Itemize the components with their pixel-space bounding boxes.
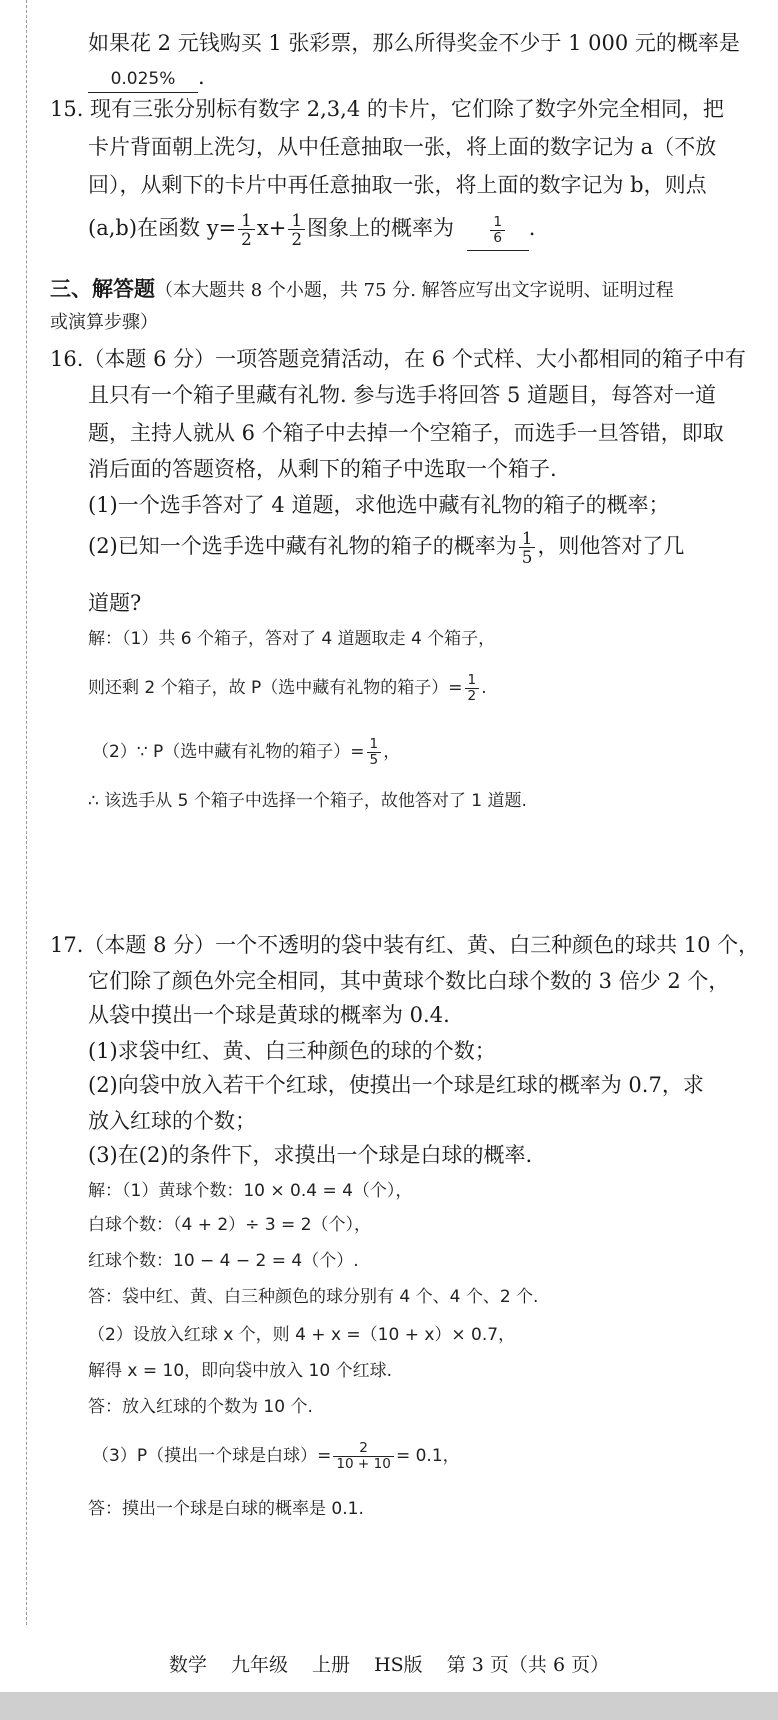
footer-page-number: 第 3 页（共 6 页）: [446, 1654, 610, 1676]
fraction: $\frac{1}{2}$: [465, 673, 480, 704]
section3-header: 三、解答题（本大题共 8 个小题，共 75 分. 解答应写出文字说明、证明过程: [50, 276, 674, 301]
q16-line2: 且只有一个箱子里藏有礼物. 参与选手将回答 5 道题目，每答对一道: [88, 383, 717, 407]
q15-line2: 卡片背面朝上洗匀，从中任意抽取一张，将上面的数字记为 a（不放: [88, 135, 717, 159]
section3-title: 三、解答题: [50, 276, 155, 301]
q17-part3: (3)在(2)的条件下，求摸出一个球是白球的概率.: [88, 1143, 533, 1167]
scan-edge: [0, 1692, 778, 1720]
q17-solution-2: 白球个数：（4 + 2）÷ 3 = 2（个），: [88, 1215, 372, 1235]
q17-line3: 从袋中摸出一个球是黄球的概率为 0.4.: [88, 1003, 450, 1027]
fraction: $\frac{1}{2}$: [288, 211, 305, 249]
q17-solution-5: （2）设放入红球 x 个，则 4 + x =（10 + x）× 0.7，: [88, 1325, 516, 1345]
q17-part1: (1)求袋中红、黄、白三种颜色的球的个数；: [88, 1039, 496, 1063]
q17-solution-3: 红球个数：10 − 4 − 2 = 4（个）.: [88, 1251, 359, 1271]
fraction: $\frac{1}{6}$: [490, 215, 505, 246]
q16-solution-4: ∴ 该选手从 5 个箱子中选择一个箱子，故他答对了 1 道题.: [88, 791, 527, 811]
q17-solution-4: 答：袋中红、黄、白三种颜色的球分别有 4 个、4 个、2 个.: [88, 1287, 539, 1307]
q16-solution-3: （2）∵ P（选中藏有礼物的箱子）= $\frac{1}{5}$ ，: [92, 735, 401, 768]
q14-answer-line: 0.025% .: [88, 64, 205, 93]
page-footer: [0, 1650, 778, 1677]
fraction: $\frac{2}{10 + 10}$: [333, 1441, 394, 1472]
fraction: $\frac{1}{2}$: [238, 211, 255, 249]
q17-part2: (2)向袋中放入若干个红球，使摸出一个球是红球的概率为 0.7，求: [88, 1073, 704, 1097]
section3-desc2: 或演算步骤）: [50, 312, 158, 333]
q16-part2: (2)已知一个选手选中藏有礼物的箱子的概率为 $\frac{1}{5}$ ，则他答对了几: [88, 527, 685, 567]
fraction: $\frac{1}{5}$: [367, 737, 382, 768]
footer-subject: 数学: [168, 1654, 207, 1676]
q15-line4: (a,b)在函数 y= $\frac{1}{2}$ x+ $\frac{1}{2}$ 图象上的概率为 $\frac{1}{6}$ .: [88, 209, 536, 249]
q16-line4: 消后面的答题资格，从剩下的箱子中选取一个箱子.: [88, 457, 557, 481]
footer-edition: HS版: [374, 1654, 423, 1676]
footer-grade: 九年级: [230, 1654, 288, 1676]
q16-part1: (1)一个选手答对了 4 道题，求他选中藏有礼物的箱子的概率；: [88, 493, 670, 517]
q17-solution-9: 答：摸出一个球是白球的概率是 0.1.: [88, 1499, 364, 1519]
q17-line2: 它们除了颜色外完全相同，其中黄球个数比白球个数的 3 倍少 2 个，: [88, 969, 730, 993]
q17-line1: 17.（本题 8 分）一个不透明的袋中装有红、黄、白三种颜色的球共 10 个，: [50, 933, 760, 957]
q16-part2-cont: 道题?: [88, 591, 142, 615]
q17-solution-7: 答：放入红球的个数为 10 个.: [88, 1397, 313, 1417]
q14-line: 如果花 2 元钱购买 1 张彩票，那么所得奖金不少于 1 000 元的概率是: [88, 31, 740, 55]
q17-solution-8: （3）P（摸出一个球是白球）= $\frac{2}{10 + 10}$ = 0.1，: [92, 1439, 460, 1472]
q17-part2-cont: 放入红球的个数；: [88, 1109, 256, 1133]
q15-answer: [467, 210, 529, 251]
q14-answer: 0.025%: [88, 66, 198, 93]
footer-volume: 上册: [312, 1654, 351, 1676]
q17-solution-6: 解得 x = 10，即向袋中放入 10 个红球.: [88, 1361, 392, 1381]
fraction: $\frac{1}{5}$: [519, 529, 536, 567]
q16-solution-2: 则还剩 2 个箱子，故 P（选中藏有礼物的箱子）= $\frac{1}{2}$ .: [88, 671, 487, 704]
binding-line: [26, 0, 27, 1625]
q15-line1: 15. 现有三张分别标有数字 2,3,4 的卡片，它们除了数字外完全相同，把: [50, 97, 724, 121]
q16-solution-1: 解：（1）共 6 个箱子，答对了 4 道题取走 4 个箱子，: [88, 629, 496, 649]
q16-line1: 16.（本题 6 分）一项答题竞猜活动，在 6 个式样、大小都相同的箱子中有: [50, 347, 746, 371]
q16-line3: 题，主持人就从 6 个箱子中去掉一个空箱子，而选手一旦答错，即取: [88, 421, 724, 445]
q15-line3: 回），从剩下的卡片中再任意抽取一张，将上面的数字记为 b，则点: [88, 173, 707, 197]
q17-solution-1: 解：（1）黄球个数：10 × 0.4 = 4（个），: [88, 1181, 413, 1201]
